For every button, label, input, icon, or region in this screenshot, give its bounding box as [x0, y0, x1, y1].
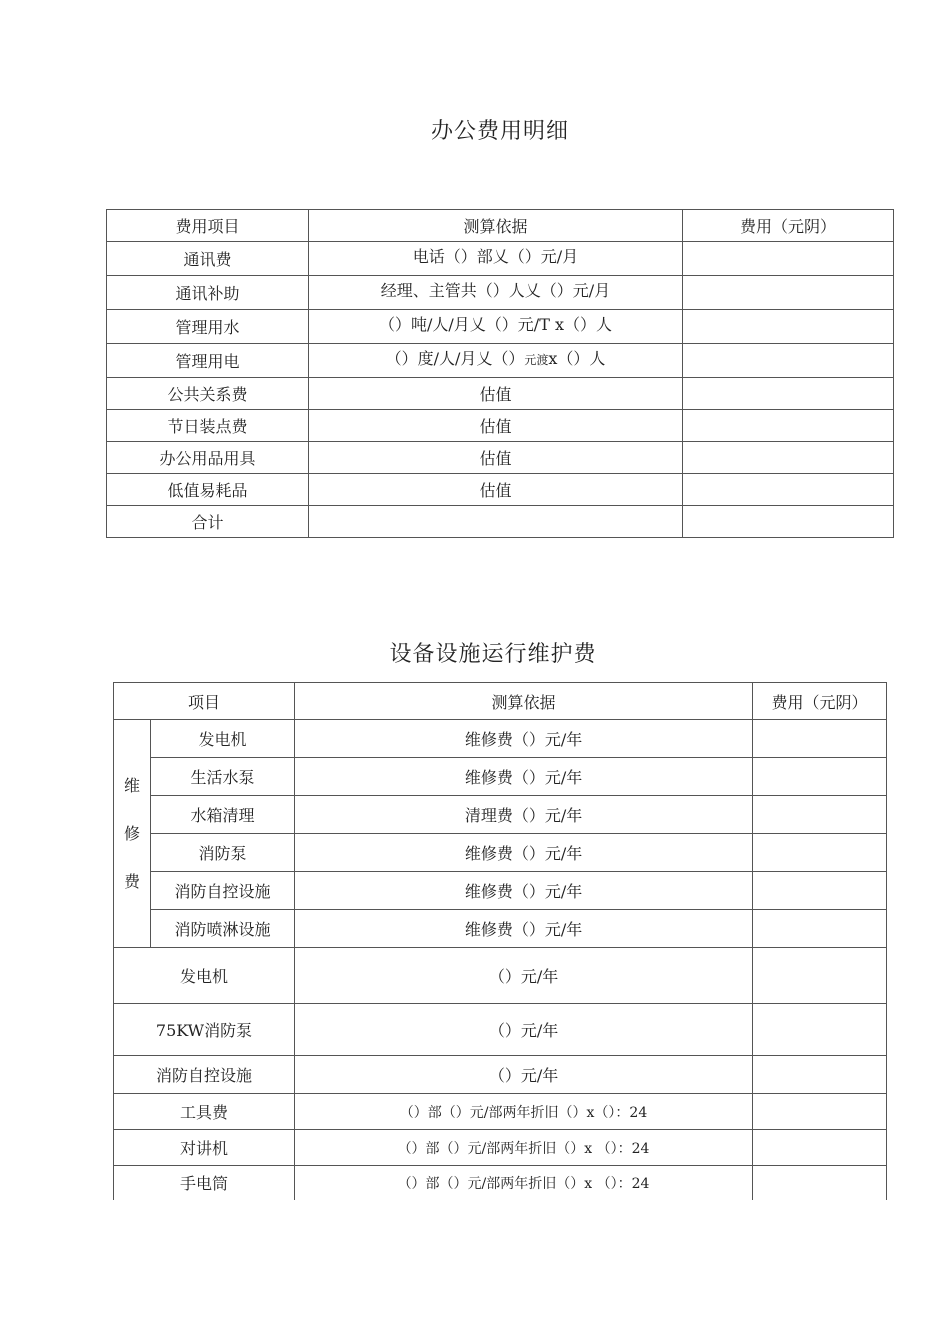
item-cell: 消防自控设施 — [151, 872, 295, 910]
basis-cell: （）元/年 — [295, 1004, 753, 1056]
header-cost: 费用（元阴） — [683, 210, 894, 242]
office-expense-title: 办公费用明细 — [430, 119, 569, 144]
item-cell: 通讯补助 — [107, 276, 309, 310]
table-row — [114, 1130, 887, 1166]
basis-cell: （）元/年 — [295, 1056, 753, 1094]
basis-cell: 经理、主管共（）人乂（）元/月 — [309, 276, 683, 310]
group-label-cell — [114, 720, 151, 948]
basis-cell: 维修费（）元/年 — [295, 834, 753, 872]
table-row — [107, 242, 894, 276]
header-basis: 测算依据 — [309, 210, 683, 242]
item-cell: 对讲机 — [114, 1130, 295, 1166]
group-label-char: 修 — [123, 823, 140, 843]
group-label-char: 维 — [123, 775, 140, 795]
cost-cell — [683, 344, 894, 378]
item-cell: 合计 — [107, 506, 309, 538]
cost-cell — [753, 1056, 887, 1094]
basis-cell: 维修费（）元/年 — [295, 720, 753, 758]
table-row — [114, 1056, 887, 1094]
basis-cell: （）部（）元/部两年折旧（）x （）：24 — [295, 1166, 753, 1200]
item-cell: 发电机 — [114, 948, 295, 1004]
cost-cell — [753, 1166, 887, 1200]
equipment-maintenance-title: 设备设施运行维护费 — [389, 642, 597, 667]
item-cell: 管理用水 — [107, 310, 309, 344]
basis-cell: （）元/年 — [295, 948, 753, 1004]
item-cell: 手电筒 — [114, 1166, 295, 1200]
basis-cell: （）吨/人/月乂（）元/T x（）人 — [309, 310, 683, 344]
cost-cell — [683, 242, 894, 276]
cost-cell — [683, 378, 894, 410]
total-row — [107, 506, 894, 538]
basis-cell: 电话（）部乂（）元/月 — [309, 242, 683, 276]
table-row — [107, 474, 894, 506]
item-cell: 通讯费 — [107, 242, 309, 276]
cost-cell — [753, 758, 887, 796]
cost-cell — [753, 1130, 887, 1166]
table-row — [114, 758, 887, 796]
table-row — [114, 910, 887, 948]
item-cell: 管理用电 — [107, 344, 309, 378]
office-expense-table — [106, 209, 894, 538]
cost-cell — [753, 796, 887, 834]
cost-cell — [683, 276, 894, 310]
cost-cell — [753, 872, 887, 910]
table-header-row — [107, 210, 894, 242]
basis-text: x（）人 — [548, 349, 606, 368]
table-row — [107, 378, 894, 410]
cost-cell — [753, 1004, 887, 1056]
header-item: 费用项目 — [107, 210, 309, 242]
basis-cell — [309, 344, 683, 378]
cost-cell — [753, 720, 887, 758]
equipment-maintenance-table — [113, 682, 887, 1200]
cost-cell — [683, 310, 894, 344]
table-row — [107, 344, 894, 378]
item-cell: 消防自控设施 — [114, 1056, 295, 1094]
table-row — [107, 310, 894, 344]
group-label-char: 费 — [123, 871, 140, 891]
cost-cell — [683, 506, 894, 538]
basis-cell: 维修费（）元/年 — [295, 910, 753, 948]
basis-text: （）度/人/月乂（） — [385, 349, 525, 368]
basis-cell: 估值 — [309, 474, 683, 506]
basis-cell: 维修费（）元/年 — [295, 872, 753, 910]
item-cell: 工具费 — [114, 1094, 295, 1130]
header-cost: 费用（元阴） — [753, 683, 887, 720]
cost-cell — [753, 834, 887, 872]
table-row — [107, 442, 894, 474]
basis-cell: 估值 — [309, 442, 683, 474]
table-row — [114, 872, 887, 910]
basis-cell — [309, 506, 683, 538]
table-row — [114, 948, 887, 1004]
table-row — [107, 410, 894, 442]
table-row — [114, 1004, 887, 1056]
cost-cell — [683, 474, 894, 506]
item-cell: 办公用品用具 — [107, 442, 309, 474]
table-header-row — [114, 683, 887, 720]
item-cell: 75KW消防泵 — [114, 1004, 295, 1056]
table-row — [114, 1166, 887, 1200]
item-cell: 公共关系费 — [107, 378, 309, 410]
cost-cell — [683, 410, 894, 442]
header-basis: 测算依据 — [295, 683, 753, 720]
basis-cell: （）部（）元/部两年折旧（）x （）：24 — [295, 1130, 753, 1166]
item-cell: 生活水泵 — [151, 758, 295, 796]
table-row — [114, 834, 887, 872]
table-row — [107, 276, 894, 310]
item-cell: 消防喷淋设施 — [151, 910, 295, 948]
basis-cell: 维修费（）元/年 — [295, 758, 753, 796]
basis-cell: 估值 — [309, 410, 683, 442]
item-cell: 发电机 — [151, 720, 295, 758]
header-item: 项目 — [114, 683, 295, 720]
cost-cell — [753, 948, 887, 1004]
basis-unit-text: 元渡 — [524, 353, 549, 367]
basis-cell: （）部（）元/部两年折旧（）x（）：24 — [295, 1094, 753, 1130]
table-row — [114, 720, 887, 758]
item-cell: 水箱清理 — [151, 796, 295, 834]
basis-cell: 清理费（）元/年 — [295, 796, 753, 834]
item-cell: 消防泵 — [151, 834, 295, 872]
item-cell: 低值易耗品 — [107, 474, 309, 506]
table-row — [114, 796, 887, 834]
cost-cell — [753, 910, 887, 948]
table-row — [114, 1094, 887, 1130]
basis-cell: 估值 — [309, 378, 683, 410]
cost-cell — [753, 1094, 887, 1130]
cost-cell — [683, 442, 894, 474]
item-cell: 节日装点费 — [107, 410, 309, 442]
